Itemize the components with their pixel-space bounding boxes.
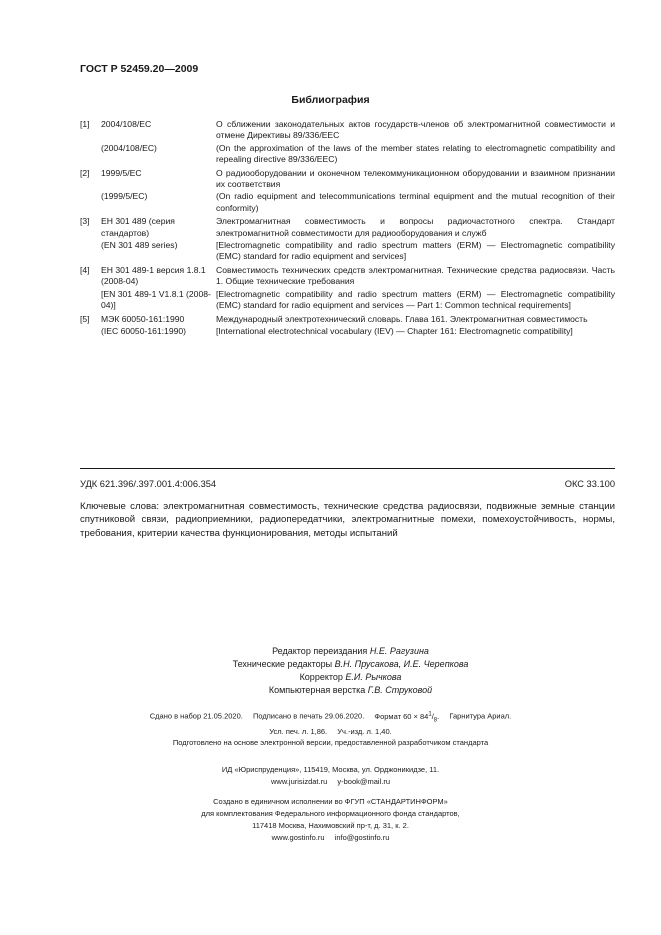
bibliography-entry bbox=[80, 119, 615, 167]
credit-line bbox=[0, 684, 661, 697]
print-sheets: Усл. печ. л. 1,86. bbox=[269, 727, 328, 736]
credit-role: Компьютерная верстка bbox=[268, 685, 366, 695]
entry-text: Международный электротехнический словарь. Глава 161. Электромагнитная совместимость bbox=[216, 313, 588, 324]
bibliography-entry bbox=[80, 216, 615, 264]
entry-number: [1] bbox=[80, 119, 90, 129]
publisher-address: ИД «Юриспруденция», 115419, Москва, ул. Орджоникидзе, 11. bbox=[221, 765, 440, 774]
entry-text: Электромагнитная совместимость и вопросы радиочастотного спектра. Стандарт электромагнитной совместимости для радиооборудования и служб bbox=[216, 216, 615, 238]
entry-number: [3] bbox=[80, 216, 90, 227]
prepared-note: Подготовлено на основе электронной версии, предоставленной разработчиком стандарта bbox=[172, 738, 489, 747]
entry-code: [EN 301 489-1 V1.8.1 (2008-04)] bbox=[101, 288, 211, 311]
classification-line bbox=[80, 479, 615, 489]
entry-code: МЭК 60050-161:1990 bbox=[101, 313, 185, 324]
print-format: Формат $60 \times 84^1/_8$. bbox=[374, 711, 440, 723]
credit-role: Технические редакторы bbox=[232, 659, 333, 669]
print-pub-sheets: Уч.-изд. л. 1,40. bbox=[337, 727, 392, 736]
entry-code: 1999/5/ЕС bbox=[101, 167, 142, 178]
document-header: ГОСТ Р 52459.20—2009 bbox=[80, 63, 199, 75]
udk-code: УДК 621.396/.397.001.4:006.354 bbox=[80, 479, 217, 489]
credit-name: В.Н. Прусакова, И.Е. Черепкова bbox=[334, 659, 469, 669]
bibliography-entry bbox=[80, 265, 615, 313]
entry-number: [2] bbox=[80, 167, 90, 178]
credit-line bbox=[0, 645, 661, 658]
producer-address: 117418 Москва, Нахимовский пр-т, д. 31, к. 2. bbox=[252, 821, 409, 830]
publisher-block bbox=[0, 764, 661, 788]
entry-number: [5] bbox=[80, 313, 90, 324]
entry-code: ЕН 301 489 (серия стандартов) bbox=[101, 216, 175, 238]
producer-email-link[interactable]: info@gostinfo.ru bbox=[334, 833, 390, 842]
producer-line: для комплектования Федерального информационного фонда стандартов, bbox=[201, 809, 460, 818]
bibliography-entry bbox=[80, 168, 615, 216]
credit-line bbox=[0, 658, 661, 671]
entry-code: (IEC 60050-161:1990) bbox=[101, 325, 187, 336]
entry-code: (1999/5/EC) bbox=[101, 191, 148, 202]
entry-text: О радиооборудовании и оконечном телекоммуникационном оборудовании и взаимном признании их соответствия bbox=[216, 167, 615, 190]
entry-text: (On radio equipment and telecommunications terminal equipment and the mutual recognition of their conformity) bbox=[216, 191, 615, 213]
keywords: Ключевые слова: электромагнитная совместимость, технические средства радиосвязи, подвижные земные станции спутниковой связи, радиоприемники, радиопередатчики, электромагнитные помехи, помехоустойчивость, нормы, требования, критерии качества функционирования, методы испытаний bbox=[80, 501, 615, 539]
entry-text: [International electrotechnical vocabulary (IEV) — Chapter 161: Electromagnetic compatibility] bbox=[216, 325, 573, 336]
producer-block bbox=[0, 796, 661, 844]
bibliography-title: Библиография bbox=[291, 94, 370, 106]
publisher-email-link[interactable]: y-book@mail.ru bbox=[337, 777, 390, 786]
credits bbox=[0, 645, 661, 697]
entry-text: О сближении законодательных актов государств-членов об электромагнитной совместимости и отмене Директивы 89/336/ЕЕС bbox=[216, 119, 615, 141]
print-set-date: Сдано в набор 21.05.2020. bbox=[149, 711, 243, 721]
entry-code: ЕН 301 489-1 версия 1.8.1 (2008-04) bbox=[101, 264, 206, 287]
entry-text: Совместимость технических средств электромагнитная. Технические средства радиосвязи. Часть 1. Общие технические требования bbox=[216, 264, 615, 287]
entry-text: [Electromagnetic compatibility and radio spectrum matters (ERM) — Electromagnetic compatibility (EMC) standard for radio equipment and services — Part 1: Common technical requirements] bbox=[216, 288, 615, 311]
entry-code: 2004/108/ЕС bbox=[101, 119, 152, 129]
credit-name: Е.И. Рычкова bbox=[345, 672, 402, 682]
publisher-site-link[interactable]: www.jurisizdat.ru bbox=[271, 777, 328, 786]
print-info bbox=[0, 708, 661, 738]
print-font: Гарнитура Ариал. bbox=[449, 711, 512, 721]
entry-code: (2004/108/EC) bbox=[101, 142, 157, 153]
oks-code: ОКС 33.100 bbox=[564, 479, 615, 489]
entry-number: [4] bbox=[80, 264, 90, 275]
credit-role: Редактор переиздания bbox=[272, 646, 368, 656]
bibliography-list bbox=[80, 119, 615, 339]
print-signed-date: Подписано в печать 29.06.2020. bbox=[252, 711, 365, 721]
bibliography-entry bbox=[80, 314, 615, 339]
credit-name: Н.Е. Рагузина bbox=[369, 646, 429, 656]
credit-line bbox=[0, 671, 661, 684]
divider bbox=[80, 468, 615, 469]
producer-site-link[interactable]: www.gostinfo.ru bbox=[271, 833, 325, 842]
credit-name: Г.В. Струковой bbox=[367, 685, 433, 695]
entry-code: (EN 301 489 series) bbox=[101, 240, 178, 251]
entry-text: (On the approximation of the laws of the member states relating to electromagnetic compatibility and repealing directive 89/336/EEC) bbox=[216, 142, 615, 165]
producer-line: Создано в единичном исполнении во ФГУП «СТАНДАРТИНФОРМ» bbox=[213, 797, 448, 806]
credit-role: Корректор bbox=[299, 672, 343, 682]
entry-text: [Electromagnetic compatibility and radio spectrum matters (ERM) — Electromagnetic compatibility (EMC) standard for radio equipment and services] bbox=[216, 240, 615, 262]
